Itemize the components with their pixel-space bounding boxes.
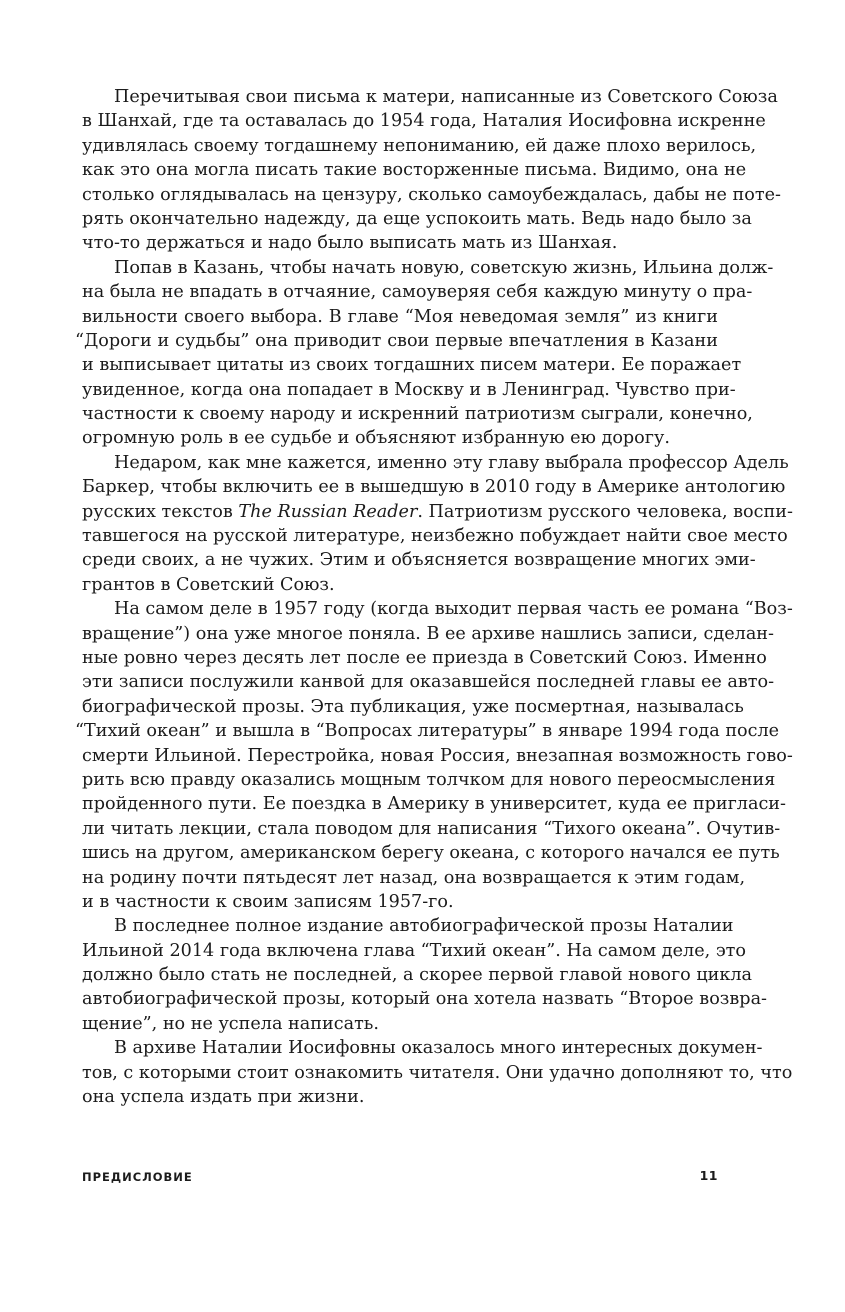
text-line: в Шанхай, где та оставалась до 1954 года, Наталия Иосифовна искренне: [82, 111, 766, 132]
text-line: Перечитывая свои письма к матери, написанные из Советского Союза: [114, 87, 778, 107]
text-line: пройденного пути. Ее поездка в Америку в университет, куда ее пригласи-: [82, 794, 786, 815]
text-line: смерти Ильиной. Перестройка, новая Россия, внезапная возможность гово-: [82, 745, 793, 766]
text-line: “Дороги и судьбы” она приводит свои первые впечатления в Казани: [75, 330, 718, 351]
text-line: В последнее полное издание автобиографической прозы Наталии: [114, 916, 734, 937]
text-line: столько оглядывалась на цензуру, сколько самоубеждалась, дабы не поте-: [82, 184, 781, 205]
text-line: автобиографической прозы, который она хотела назвать “Второе возвра-: [82, 989, 767, 1010]
text-line: На самом деле в 1957 году (когда выходит первая часть ее романа “Воз-: [114, 599, 793, 620]
paragraph: [82, 451, 793, 597]
paragraph: [75, 597, 793, 914]
text-line: как это она могла писать такие восторженные письма. Видимо, она не: [82, 160, 747, 181]
text-line: Недаром, как мне кажется, именно эту главу выбрала профессор Адель: [114, 452, 789, 473]
text-line: должно было стать не последней, а скорее первой главой нового цикла: [82, 965, 753, 986]
text-line: увиденное, когда она попадает в Москву и в Ленинград. Чувство при-: [82, 379, 736, 400]
text-line: среди своих, а не чужих. Этим и объясняется возвращение многих эми-: [82, 550, 756, 571]
text-line: огромную роль в ее судьбе и объясняют избранную ею дорогу.: [82, 428, 670, 449]
book-title-italic: The Russian Reader: [238, 501, 418, 522]
text-line: вильности своего выбора. В главе “Моя неведомая земля” из книги: [82, 306, 718, 327]
text-line: Ильиной 2014 года включена глава “Тихий океан”. На самом деле, это: [82, 940, 747, 961]
text-line: и в частности к своим записям 1957-го.: [82, 891, 454, 912]
text-line: рить всю правду оказались мощным толчком для нового переосмысления: [82, 769, 776, 790]
text-line: шись на другом, американском берегу океана, с которого начался ее путь: [82, 843, 780, 864]
page-footer: [82, 1166, 718, 1188]
text-line: Баркер, чтобы включить ее в вышедшую в 2010 году в Америке антологию: [82, 477, 786, 498]
text-line: и выписывает цитаты из своих тогдашних писем матери. Ее поражает: [82, 355, 742, 376]
text-line: рять окончательно надежду, да еще успокоить мать. Ведь надо было за: [82, 208, 752, 229]
text-line: биографической прозы. Эта публикация, уже посмертная, называлась: [82, 696, 744, 717]
text-line: на была не впадать в отчаяние, самоуверяя себя каждую минуту о пра-: [82, 282, 753, 303]
text-line: удивлялась своему тогдашнему непониманию, ей даже плохо верилось,: [82, 135, 757, 156]
text-line: вращение”) она уже многое поняла. В ее архиве нашлись записи, сделан-: [82, 623, 774, 644]
text-line: Попав в Казань, чтобы начать новую, советскую жизнь, Ильина долж-: [114, 257, 774, 278]
paragraph: [75, 256, 774, 451]
text-line: В архиве Наталии Иосифовны оказалось много интересных докумен-: [114, 1038, 763, 1059]
paragraph: [82, 1036, 793, 1109]
paragraph: [82, 914, 767, 1036]
text-line: тавшегося на русской литературе, неизбежно побуждает найти свое место: [82, 526, 788, 547]
text-line: грантов в Советский Союз.: [82, 574, 335, 595]
running-head: ПРЕДИСЛОВИЕ: [82, 1170, 193, 1184]
text-line: эти записи послужили канвой для оказавшейся последней главы ее авто-: [82, 672, 775, 693]
paragraph: [82, 85, 781, 256]
text-run: . Патриотизм русского человека, воспи-: [417, 501, 793, 522]
text-line: она успела издать при жизни.: [82, 1087, 365, 1108]
text-line: ные ровно через десять лет после ее приезда в Советский Союз. Именно: [82, 647, 767, 668]
text-line: ли читать лекции, стала поводом для написания “Тихого океана”. Очутив-: [82, 818, 781, 839]
text-line: на родину почти пятьдесят лет назад, она возвращается к этим годам,: [82, 867, 746, 888]
text-line: щение”, но не успела написать.: [82, 1013, 379, 1034]
text-line-mixed: [82, 500, 793, 524]
text-line: “Тихий океан” и вышла в “Вопросах литературы” в январе 1994 года после: [75, 721, 780, 742]
text-line: что-то держаться и надо было выписать мать из Шанхая.: [82, 233, 618, 254]
text-run: русских текстов: [82, 501, 239, 522]
body-text: [75, 85, 793, 1109]
text-line: тов, с которыми стоит ознакомить читателя. Они удачно дополняют то, что: [82, 1062, 793, 1083]
page-number: 11: [699, 1168, 718, 1183]
text-line: частности к своему народу и искренний патриотизм сыграли, конечно,: [82, 404, 753, 425]
